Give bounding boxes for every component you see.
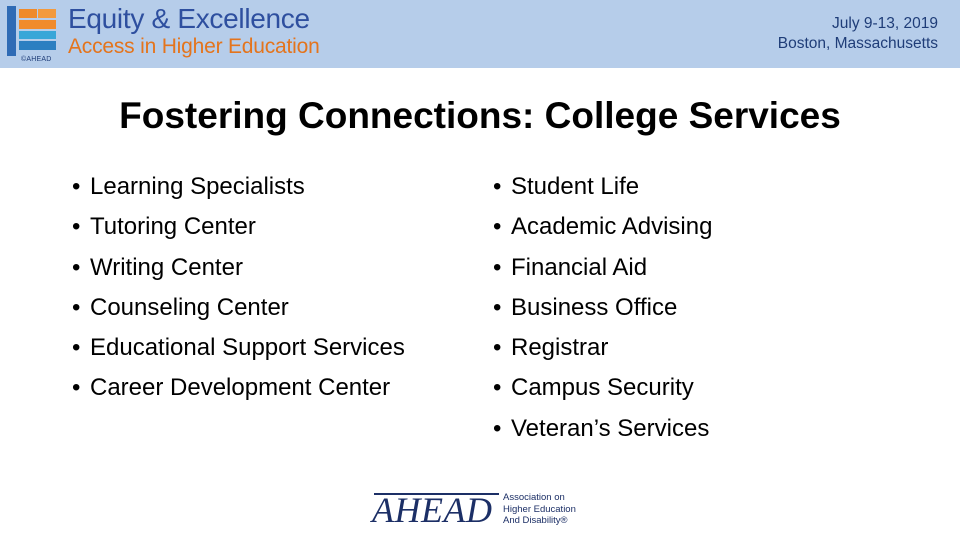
bullet-icon: • (493, 173, 502, 200)
list-item: • Financial Aid (493, 248, 712, 288)
conference-date: July 9-13, 2019 (832, 15, 938, 32)
list-item: • Campus Security (493, 368, 712, 408)
list-item: • Counseling Center (72, 288, 405, 328)
list-item: • Academic Advising (493, 207, 712, 247)
bullet-icon: • (493, 213, 502, 241)
conference-date-location (778, 14, 938, 54)
conference-logo-icon (7, 6, 59, 64)
conference-title: Equity & Excellence (68, 3, 310, 34)
bullet-icon: • (72, 213, 81, 241)
bullet-icon: • (493, 374, 502, 402)
logo-copyright-text: ©AHEAD (21, 56, 52, 63)
ahead-tagline: Association on Higher Education And Disability® (503, 492, 576, 526)
bullet-icon: • (493, 414, 502, 442)
conference-subtitle: Access in Higher Education (68, 35, 320, 58)
services-list-left (72, 167, 405, 409)
list-item: • Veteran’s Services (493, 409, 712, 449)
bullet-icon: • (493, 334, 502, 362)
list-item: • Educational Support Services (72, 328, 405, 368)
bullet-icon: • (72, 253, 81, 281)
bullet-icon: • (72, 334, 81, 362)
list-item: • Registrar (493, 328, 712, 368)
bullet-icon: • (493, 293, 502, 321)
bullet-icon: • (72, 173, 81, 200)
list-item: • Student Life (493, 167, 712, 207)
list-item: • Career Development Center (72, 368, 405, 408)
ahead-logo (372, 490, 592, 530)
list-item: • Writing Center (72, 248, 405, 288)
conference-banner (0, 0, 960, 68)
conference-location: Boston, Massachusetts (777, 35, 938, 52)
bullet-icon: • (493, 253, 502, 281)
list-item: • Tutoring Center (72, 207, 405, 247)
bullet-icon: • (72, 374, 81, 402)
ahead-wordmark: AHEAD (372, 490, 493, 530)
slide-title: Fostering Connections: College Services (119, 95, 841, 136)
list-item: • Learning Specialists (72, 167, 405, 207)
list-item: • Business Office (493, 288, 712, 328)
services-list-right (493, 167, 712, 449)
bullet-icon: • (72, 293, 81, 321)
